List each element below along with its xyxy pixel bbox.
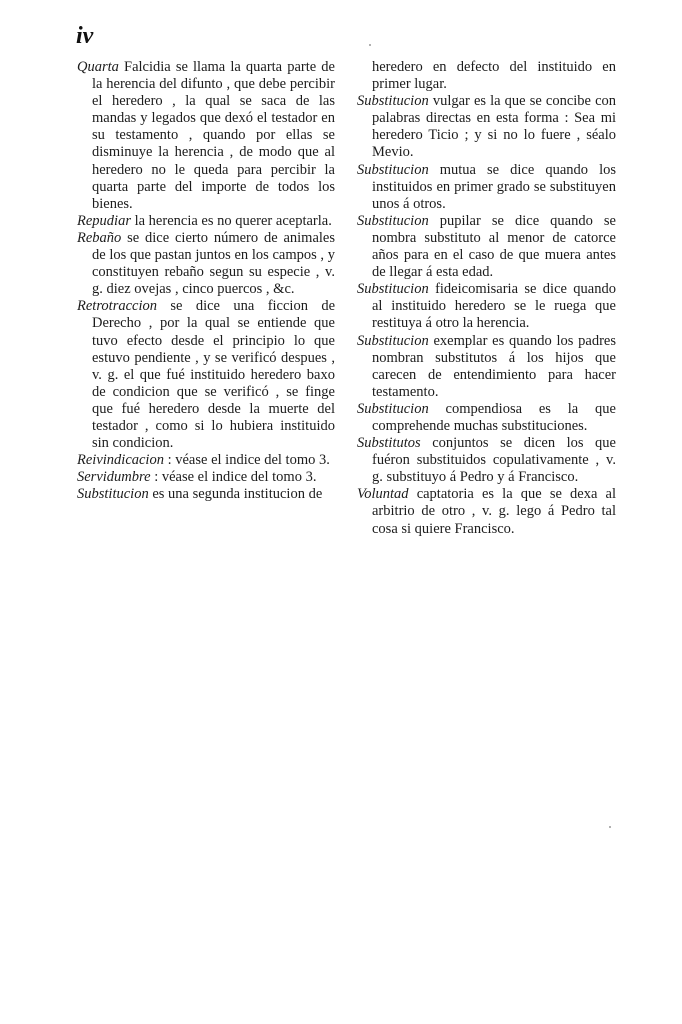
glossary-entry-substitucion: [77, 486, 335, 503]
entry-term: Substitucion: [357, 281, 429, 298]
entry-term: Voluntad: [357, 486, 409, 503]
entry-definition: captatoria es la que se dexa al arbitrio de otro , v. g. lego á Pedro tal cosa si quiere Francisco.: [372, 486, 616, 537]
glossary-entry-continuation: [357, 59, 616, 93]
entry-term: Substitucion: [77, 486, 149, 503]
glossary-entry-substitucion-compendiosa: [357, 401, 616, 435]
entry-definition: mutua se dice quando los instituidos en primer grado se substituyen unos á otros.: [372, 161, 616, 212]
entry-definition: conjuntos se dicen los que fuéron substituidos copulativamente , v. g. substituyo á Pedro y á Francisco.: [372, 435, 616, 486]
glossary-entry-retrotraccion: [77, 298, 335, 452]
entry-definition: pupilar se dice quando se nombra substituto al menor de catorce años para en el caso de que muera antes de llegar á esta edad.: [372, 212, 616, 281]
entry-definition: exemplar es quando los padres nombran substitutos á los hijos que carecen de entendimiento para hacer testamento.: [372, 332, 616, 400]
glossary-entry-reivindicacion: [77, 452, 335, 469]
page-number: iv: [76, 23, 94, 49]
entry-definition: la herencia es no querer aceptarla.: [134, 212, 332, 229]
entry-term: Substitucion: [357, 400, 429, 417]
entry-term: Servidumbre: [77, 469, 151, 486]
entry-term: Substitucion: [357, 161, 429, 178]
left-column: [77, 59, 335, 503]
entry-term: Substitucion: [357, 93, 429, 110]
entry-term: Retrotraccion: [77, 298, 157, 315]
entry-definition: : véase el indice del tomo 3.: [154, 469, 317, 486]
glossary-entry-voluntad: [357, 486, 616, 537]
glossary-entry-substitucion-mutua: [357, 162, 616, 213]
entry-term: Quarta: [77, 59, 119, 75]
entry-definition: compendiosa es la que comprehende muchas substituciones.: [372, 400, 616, 434]
entry-term: Repudiar: [77, 212, 131, 229]
glossary-entry-servidumbre: [77, 469, 335, 486]
glossary-entry-substitucion-pupilar: [357, 213, 616, 281]
entry-definition: heredero en defecto del instituido en primer lugar.: [372, 59, 616, 93]
entry-definition: es una segunda institucion de: [152, 486, 323, 503]
glossary-entry-substitutos: [357, 435, 616, 486]
paper-speck: [609, 826, 611, 828]
entry-definition: fideicomisaria se dice quando al instituido heredero se le ruega que restituya á otro la herencia.: [372, 281, 616, 332]
glossary-entry-quarta: [77, 59, 335, 213]
entry-term: Substitucion: [357, 212, 429, 229]
entry-term: Substitutos: [357, 435, 421, 452]
entry-definition: Falcidia se llama la quarta parte de la herencia del difunto , que debe percibir el heredero , la qual se saca de las mandas y legados que dexó el testador en su testamento , quando por ellas se disminuye la herencia , de modo que al heredero no le queda para percibir la quarta parte del importe de todos los bienes.: [92, 59, 335, 212]
glossary-entry-repudiar: [77, 213, 335, 230]
glossary-entry-rebano: [77, 230, 335, 298]
entry-definition: se dice cierto número de animales de los que pastan juntos en los campos , y constituyen rebaño segun su especie , v. g. diez ovejas , cinco puercos , &c.: [92, 229, 335, 298]
right-column: [357, 59, 616, 538]
glossary-entry-substitucion-exemplar: [357, 333, 616, 401]
entry-definition: : véase el indice del tomo 3.: [167, 452, 330, 469]
entry-term: Reivindicacion: [77, 452, 164, 469]
entry-term: Substitucion: [357, 332, 429, 349]
glossary-entry-substitucion-fideicomisaria: [357, 281, 616, 332]
entry-definition: se dice una ficcion de Derecho , por la qual se entiende que tuvo efecto desde el principio lo que estuvo pendiente , y se verificó despues , v. g. el que fué instituido heredero baxo de condicion que se verificó , se finge que fué heredero desde la muerte del testador , como si lo hubiera instituido sin condicion.: [92, 298, 336, 452]
glossary-entry-substitucion-vulgar: [357, 93, 616, 161]
paper-speck: [369, 44, 371, 46]
entry-term: Rebaño: [77, 229, 122, 246]
entry-definition: vulgar es la que se concibe con palabras directas en esta forma : Sea mi heredero Ticio ; y si no lo fuere , séalo Mevio.: [372, 93, 617, 161]
